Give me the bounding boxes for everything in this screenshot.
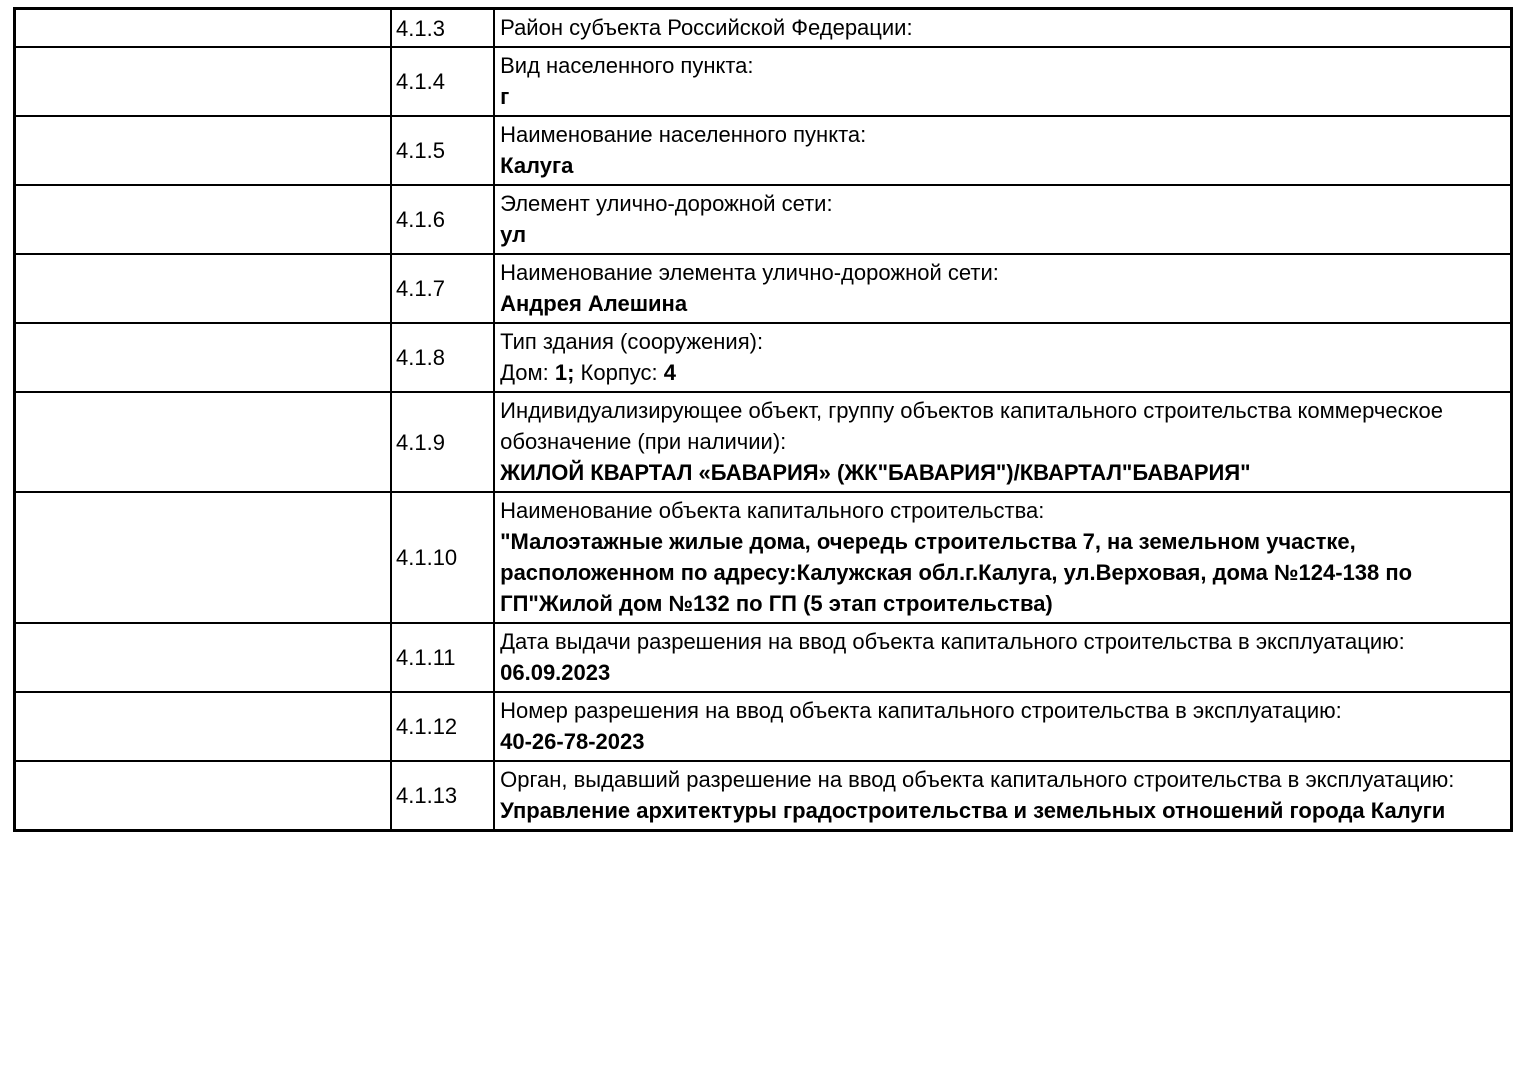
empty-cell <box>15 116 392 185</box>
value-segment-regular: Корпус: <box>574 360 664 385</box>
content-cell <box>494 623 1511 692</box>
content-cell <box>494 692 1511 761</box>
field-value <box>500 288 1504 319</box>
field-value <box>500 726 1504 757</box>
item-number: 4.1.4 <box>391 47 494 116</box>
content-cell <box>494 9 1511 48</box>
content-cell <box>494 185 1511 254</box>
value-segment-bold: Андрея Алешина <box>500 291 688 316</box>
content-cell <box>494 492 1511 623</box>
empty-cell <box>15 392 392 492</box>
table-row <box>15 185 1512 254</box>
content-cell <box>494 116 1511 185</box>
value-segment-bold: ул <box>500 222 527 247</box>
field-label: Наименование населенного пункта: <box>500 122 867 147</box>
field-label: Наименование объекта капитального строительства: <box>500 498 1045 523</box>
table-row <box>15 761 1512 831</box>
empty-cell <box>15 185 392 254</box>
field-value <box>500 81 1504 112</box>
empty-cell <box>15 692 392 761</box>
empty-cell <box>15 623 392 692</box>
table-body <box>15 9 1512 831</box>
table-row <box>15 623 1512 692</box>
field-label: Тип здания (сооружения): <box>500 329 764 354</box>
item-number: 4.1.11 <box>391 623 494 692</box>
table-row <box>15 254 1512 323</box>
field-value <box>500 457 1504 488</box>
empty-cell <box>15 254 392 323</box>
content-cell <box>494 392 1511 492</box>
item-number: 4.1.10 <box>391 492 494 623</box>
field-label: Вид населенного пункта: <box>500 53 754 78</box>
value-segment-bold: 1; <box>554 360 575 385</box>
value-segment-bold: Управление архитектуры градостроительства и земельных отношений города Калуги <box>500 798 1446 823</box>
item-number: 4.1.5 <box>391 116 494 185</box>
field-value <box>500 219 1504 250</box>
table-row <box>15 323 1512 392</box>
empty-cell <box>15 47 392 116</box>
item-number: 4.1.3 <box>391 9 494 48</box>
value-segment-bold: 06.09.2023 <box>500 660 611 685</box>
field-label: Элемент улично-дорожной сети: <box>500 191 833 216</box>
item-number: 4.1.12 <box>391 692 494 761</box>
table-row <box>15 392 1512 492</box>
value-segment-bold: ЖИЛОЙ КВАРТАЛ «БАВАРИЯ» (ЖК"БАВАРИЯ")/КВАРТАЛ"БАВАРИЯ" <box>500 460 1251 485</box>
value-segment-bold: Калуга <box>500 153 574 178</box>
field-label: Орган, выдавший разрешение на ввод объекта капитального строительства в эксплуатацию: <box>500 767 1455 792</box>
item-number: 4.1.9 <box>391 392 494 492</box>
empty-cell <box>15 492 392 623</box>
field-label: Номер разрешения на ввод объекта капитального строительства в эксплуатацию: <box>500 698 1342 723</box>
field-value <box>500 657 1504 688</box>
item-number: 4.1.6 <box>391 185 494 254</box>
field-label: Наименование элемента улично-дорожной сети: <box>500 260 999 285</box>
item-number: 4.1.7 <box>391 254 494 323</box>
value-segment-bold: 4 <box>663 360 676 385</box>
empty-cell <box>15 323 392 392</box>
empty-cell <box>15 9 392 48</box>
field-label: Индивидуализирующее объект, группу объектов капитального строительства коммерческое обозначение (при наличии): <box>500 398 1443 454</box>
content-cell <box>494 47 1511 116</box>
item-number: 4.1.13 <box>391 761 494 831</box>
content-cell <box>494 323 1511 392</box>
table-row <box>15 692 1512 761</box>
field-label: Район субъекта Российской Федерации: <box>500 15 913 40</box>
content-cell <box>494 254 1511 323</box>
field-value <box>500 150 1504 181</box>
table-row <box>15 9 1512 48</box>
field-value <box>500 357 1504 388</box>
value-segment-bold: 40-26-78-2023 <box>500 729 645 754</box>
empty-cell <box>15 761 392 831</box>
value-segment-bold: г <box>500 84 510 109</box>
table-row <box>15 116 1512 185</box>
value-segment-regular: Дом: <box>500 360 555 385</box>
value-segment-bold: "Малоэтажные жилые дома, очередь строительства 7, на земельном участке, расположенном по адресу:Калужская обл.г.Калуга, ул.Верховая, дома №124-138 по ГП"Жилой дом №132 по ГП (5 этап строительства) <box>500 529 1419 616</box>
field-value <box>500 526 1504 619</box>
table-row <box>15 47 1512 116</box>
field-value <box>500 795 1504 826</box>
table-row <box>15 492 1512 623</box>
declaration-table <box>13 7 1513 832</box>
field-label: Дата выдачи разрешения на ввод объекта капитального строительства в эксплуатацию: <box>500 629 1405 654</box>
item-number: 4.1.8 <box>391 323 494 392</box>
content-cell <box>494 761 1511 831</box>
